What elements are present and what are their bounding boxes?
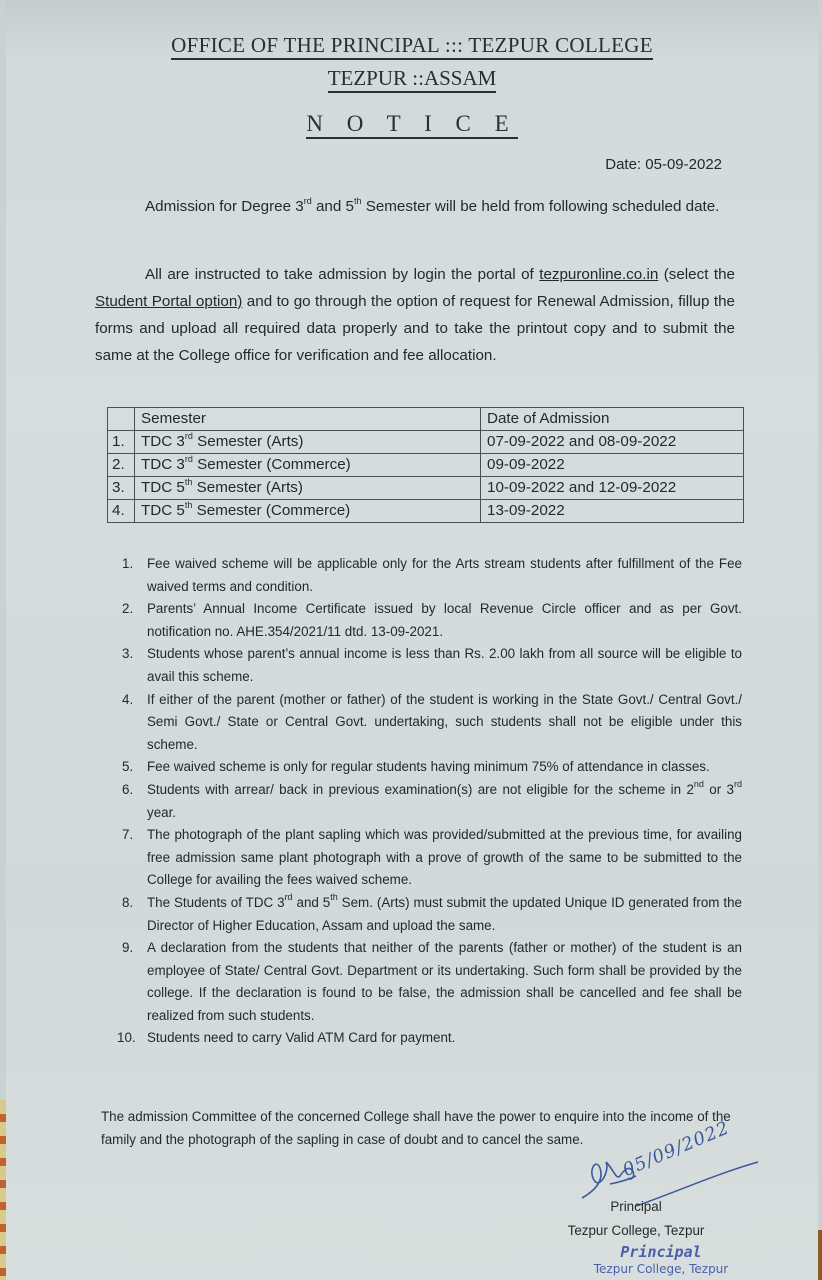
row-semester	[135, 477, 481, 500]
term-number: 7.	[122, 827, 134, 843]
term-number: 10.	[117, 1030, 136, 1046]
row-num: 2.	[108, 454, 135, 477]
semester-pre: TDC 5	[141, 479, 185, 496]
term-number: 6.	[122, 781, 134, 797]
term-number: 3.	[122, 646, 134, 662]
term-number: 9.	[122, 940, 134, 956]
principal-stamp	[561, 1244, 761, 1277]
semester-pre: TDC 5	[141, 502, 185, 519]
semester-post: Semester (Arts)	[192, 479, 303, 496]
row-date: 07-09-2022 and 08-09-2022	[481, 431, 744, 454]
row-semester	[135, 500, 481, 523]
table-row	[108, 500, 744, 523]
ordinal-sup: rd	[284, 891, 293, 902]
semester-pre: TDC 3	[141, 456, 185, 473]
term-text: Students need to carry Valid ATM Card for payment.	[147, 1030, 456, 1046]
instructions-text-a: All are instructed to take admission by login the portal of	[145, 266, 540, 283]
term-item	[122, 553, 742, 598]
signatory-title: Principal	[610, 1199, 662, 1214]
row-semester	[135, 454, 481, 477]
term-text-c: year.	[147, 804, 177, 820]
term-item	[122, 643, 742, 688]
intro-text-c: Semester will be held from following scheduled date.	[361, 198, 720, 215]
semester-post: Semester (Arts)	[192, 433, 304, 450]
instructions-text-c: and to go through the option of request for Renewal Admission, fillup the forms and upload all required data properly and to take the printout copy and to submit the same at the College office for verification and fee allocation.	[95, 293, 735, 364]
signatory-block	[526, 1195, 746, 1243]
term-number: 2.	[122, 601, 134, 617]
term-number: 1.	[122, 556, 134, 571]
semester-post: Semester (Commerce)	[192, 456, 351, 473]
ordinal-sup: rd	[184, 431, 193, 441]
term-item	[122, 824, 742, 892]
term-text-a: The Students of TDC 3	[147, 894, 285, 910]
term-text-c: Sem. (Arts) must submit the updated Unique ID generated from the Director of Higher Education, Assam and upload the same.	[147, 894, 742, 933]
terms-list	[117, 553, 742, 1050]
table-row	[108, 431, 744, 454]
student-portal-option: Student Portal option)	[95, 293, 243, 310]
row-num: 1.	[108, 431, 135, 454]
table-header-row	[108, 408, 744, 431]
term-text: The photograph of the plant sapling which was provided/submitted at the previous time, for availing free admission same plant photograph with a prove of growth of the same to be submitted to the College for availing the fees waived scheme.	[147, 827, 742, 888]
office-heading-text: OFFICE OF THE PRINCIPAL ::: TEZPUR COLLEGE	[171, 33, 653, 60]
notice-title	[6, 111, 818, 137]
notice-date: Date: 05-09-2022	[605, 156, 722, 173]
row-date: 10-09-2022 and 12-09-2022	[481, 477, 744, 500]
ordinal-sup: th	[353, 196, 362, 206]
intro-text-a: Admission for Degree 3	[145, 198, 304, 215]
term-text: Parents’ Annual Income Certificate issued by local Revenue Circle officer and as per Govt. notification no. AHE.354/2021/11 dtd. 13-09-2021.	[147, 601, 742, 639]
ordinal-sup: rd	[303, 196, 312, 206]
ordinal-sup: th	[184, 477, 193, 487]
term-text: Fee waived scheme will be applicable only for the Arts stream students after fulfillment of the Fee waived terms and condition.	[147, 556, 742, 594]
row-num: 3.	[108, 477, 135, 500]
admission-schedule-table	[107, 407, 744, 523]
location-heading-text: TEZPUR ::ASSAM	[328, 66, 497, 93]
term-item	[122, 892, 742, 937]
closing-paragraph: The admission Committee of the concerned College shall have the power to enquire into the income of the family and the photograph of the sapling in case of doubt and to cancel the same.	[101, 1109, 731, 1147]
header-date: Date of Admission	[481, 408, 744, 431]
term-text-a: Students with arrear/ back in previous examination(s) are not eligible for the scheme in 2	[147, 781, 694, 797]
location-heading	[6, 66, 818, 91]
notice-document	[6, 0, 818, 1280]
notice-title-text: N O T I C E	[306, 111, 517, 139]
ordinal-sup: rd	[733, 778, 742, 789]
office-heading	[6, 33, 818, 58]
intro-paragraph	[95, 193, 735, 220]
term-item	[122, 937, 742, 1027]
ordinal-sup: th	[184, 500, 193, 510]
background-edge	[818, 1230, 822, 1280]
semester-pre: TDC 3	[141, 433, 185, 450]
term-number: 8.	[122, 894, 134, 910]
ordinal-sup: nd	[693, 778, 704, 789]
handwritten-date: 05/09/2022	[619, 1117, 733, 1181]
ordinal-sup: rd	[184, 454, 193, 464]
term-number: 5.	[122, 759, 134, 775]
term-text: Fee waived scheme is only for regular students having minimum 75% of attendance in classes.	[147, 759, 710, 775]
term-text: A declaration from the students that neither of the parents (father or mother) of the student is an employee of State/ Central Govt. Department or its undertaking. Such form shall be provided by the college. If the declaration is found to be false, the admission shall be cancelled and fee shall be realized from such students.	[147, 940, 742, 1023]
row-date: 09-09-2022	[481, 454, 744, 477]
term-text-b: and 5	[292, 894, 331, 910]
row-num: 4.	[108, 500, 135, 523]
term-item	[122, 779, 742, 824]
instructions-paragraph	[95, 261, 735, 369]
term-item	[122, 689, 742, 757]
term-text: If either of the parent (mother or father) of the student is working in the State Govt./ Central Govt./ Semi Govt./ State or Central Govt. undertaking, such students shall not be eligible under this scheme.	[147, 691, 742, 752]
signatory-org: Tezpur College, Tezpur	[567, 1223, 705, 1238]
portal-link[interactable]: tezpuronline.co.in	[539, 266, 659, 283]
header-semester: Semester	[135, 408, 481, 431]
table-row	[108, 477, 744, 500]
instructions-text-b: (select the	[658, 266, 735, 283]
stamp-org: Tezpur College, Tezpur	[593, 1262, 729, 1276]
term-item	[122, 598, 742, 643]
term-number: 4.	[122, 691, 134, 707]
stamp-title: Principal	[620, 1243, 702, 1261]
intro-text-b: and 5	[311, 198, 354, 215]
term-text: Students whose parent’s annual income is less than Rs. 2.00 lakh from all source will be eligible to avail this scheme.	[147, 646, 742, 684]
row-date: 13-09-2022	[481, 500, 744, 523]
ordinal-sup: th	[330, 891, 338, 902]
semester-post: Semester (Commerce)	[192, 502, 351, 519]
term-item	[122, 756, 742, 779]
row-semester	[135, 431, 481, 454]
table-row	[108, 454, 744, 477]
header-num-cell	[108, 408, 135, 431]
term-item	[117, 1027, 742, 1050]
term-text-b: or 3	[703, 781, 734, 797]
